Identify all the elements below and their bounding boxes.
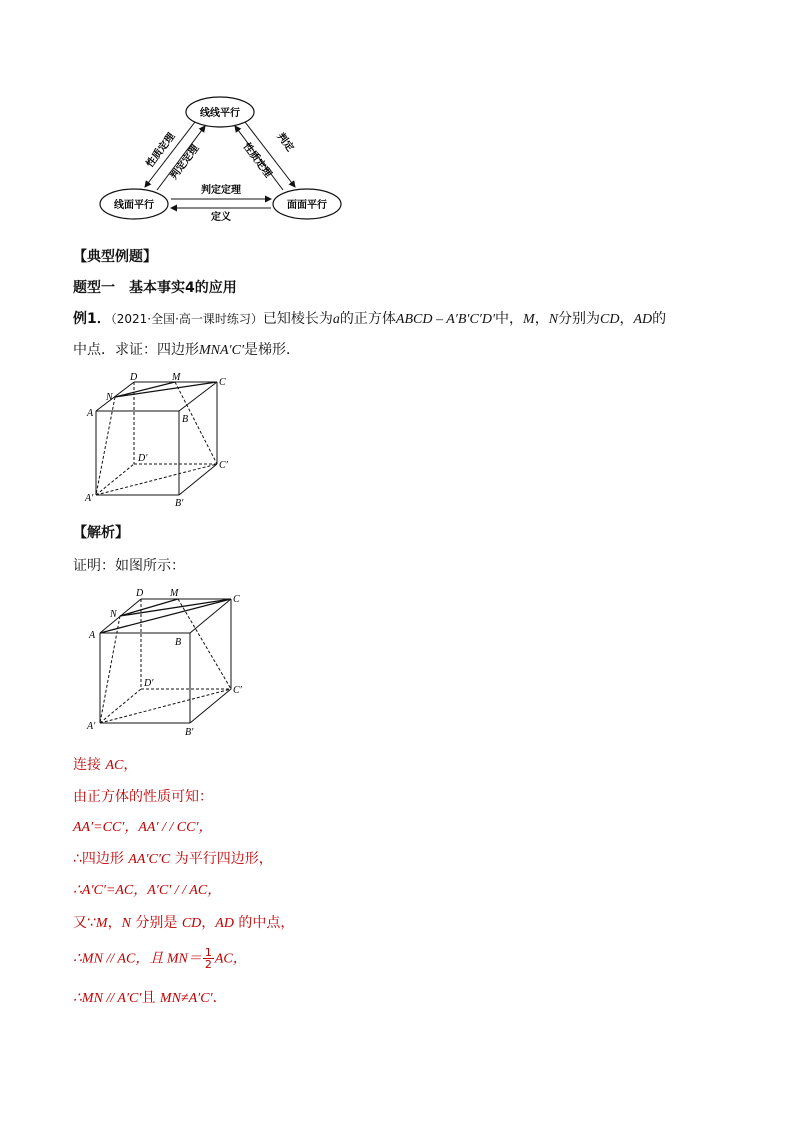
seg-cd: CD <box>600 312 620 327</box>
label-m-2: M <box>170 588 179 599</box>
node-plane-plane: 面面平行 <box>287 200 327 211</box>
sol-8a: ∴MN // A′C′ <box>73 991 142 1006</box>
fraction-denominator: 2 <box>204 958 212 971</box>
label-c: C <box>219 377 226 388</box>
label-c-2: C <box>233 594 240 605</box>
label-a1-2: A′ <box>87 721 96 732</box>
edge-label-property-theorem-left: 性质定理 <box>144 131 178 170</box>
example-line2-b: 是梯形． <box>244 342 301 358</box>
quad-name: MNA′C′ <box>199 343 245 358</box>
proof-intro: 证明：如图所示： <box>73 558 185 574</box>
sol-4b: AA′C′C <box>128 852 171 867</box>
seg-ad: AD <box>633 312 653 327</box>
example-text-2: 的正方体 <box>339 311 396 327</box>
example-text-3: 中， <box>495 311 524 327</box>
solution-line-5: ∴A′C′=AC，A′C′ / / AC， <box>73 883 222 898</box>
label-n: N <box>106 392 113 403</box>
sol-6d: N <box>121 916 131 931</box>
example-line2-a: 中点．求证：四边形 <box>73 342 199 358</box>
label-d: D <box>130 372 138 383</box>
edge-label-property-theorem-right: 性质定理 <box>240 141 274 180</box>
sol-6g: ， <box>201 915 216 931</box>
solution-line-3: AA′=CC′，AA′ / / CC′， <box>73 820 213 835</box>
solution-line-2: 由正方体的性质可知： <box>73 789 213 805</box>
label-b1-2: B′ <box>185 727 194 738</box>
sol-1b: AC <box>105 758 124 773</box>
label-c1: C′ <box>219 460 228 471</box>
label-b-2: B <box>175 637 182 648</box>
sep-1: ， <box>534 311 549 327</box>
solution-line-6 <box>73 913 294 934</box>
fraction-one-half <box>203 947 214 970</box>
label-d1: D′ <box>138 453 148 464</box>
label-a1: A′ <box>85 493 94 504</box>
solution-line-4 <box>73 849 273 870</box>
sol-7a: ∴MN // AC，且 MN＝ <box>73 951 202 967</box>
sep-2: ， <box>619 311 634 327</box>
section-heading: 【典型例题】 <box>73 249 157 265</box>
analysis-heading: 【解析】 <box>73 525 129 541</box>
example-line-2 <box>73 340 300 361</box>
example-text-5: 的 <box>652 311 667 327</box>
sol-6i: 的中点， <box>233 915 295 931</box>
var-a: a <box>332 312 340 327</box>
example-label: 例1． <box>73 311 111 327</box>
solution-line-1 <box>73 755 137 776</box>
solution-line-8 <box>73 988 227 1009</box>
sol-6c: ， <box>107 915 122 931</box>
sol-1c: ， <box>123 757 138 773</box>
example-text-1: 已知棱长为 <box>262 311 333 327</box>
sol-4c: 为平行四边形， <box>170 851 273 867</box>
sol-6e: 分别是 <box>130 915 182 931</box>
label-d-2: D <box>136 588 144 599</box>
edge-label-determination-theorem-bottom: 判定定理 <box>201 185 241 196</box>
label-a-2: A <box>89 630 96 641</box>
sol-1a: 连接 <box>73 757 106 773</box>
sol-6f: CD <box>181 916 202 931</box>
label-b: B <box>182 414 189 425</box>
sol-8c: MN≠A′C′ <box>159 991 213 1006</box>
example-text-4: 分别为 <box>558 311 601 327</box>
parallel-relations-diagram <box>95 92 345 224</box>
var-n: N <box>548 312 559 327</box>
sol-4a: ∴四边形 <box>73 851 129 867</box>
example-source: （2021·全国·高一课时练习） <box>110 312 263 326</box>
node-line-plane: 线面平行 <box>114 200 154 211</box>
fraction-numerator: 1 <box>204 946 212 959</box>
label-d1-2: D′ <box>144 678 154 689</box>
cube-name: ABCD – A′B′C′D′ <box>395 312 496 327</box>
node-line-line: 线线平行 <box>200 108 240 119</box>
label-m: M <box>172 372 181 383</box>
edge-label-determination-right: 判定 <box>274 131 296 154</box>
sol-6h: AD <box>215 916 234 931</box>
solution-line-7 <box>73 947 247 970</box>
cube-figure-question <box>84 370 234 510</box>
sol-8b: 且 <box>141 990 160 1006</box>
sol-7b: AC， <box>214 951 247 967</box>
sol-6a: 又∵ <box>73 915 96 931</box>
label-b1: B′ <box>175 498 184 509</box>
sol-8d: ． <box>212 990 227 1006</box>
var-m: M <box>523 312 535 327</box>
edge-label-determination-theorem-left: 判定定理 <box>168 143 202 182</box>
edge-label-definition: 定义 <box>211 212 231 223</box>
example-line-1 <box>73 309 666 330</box>
label-c1-2: C′ <box>233 685 242 696</box>
cube-figure-solution <box>84 585 246 740</box>
sol-6b: M <box>95 916 108 931</box>
label-n-2: N <box>110 609 117 620</box>
label-a: A <box>87 408 94 419</box>
topic-heading: 题型一 基本事实4的应用 <box>73 280 237 296</box>
